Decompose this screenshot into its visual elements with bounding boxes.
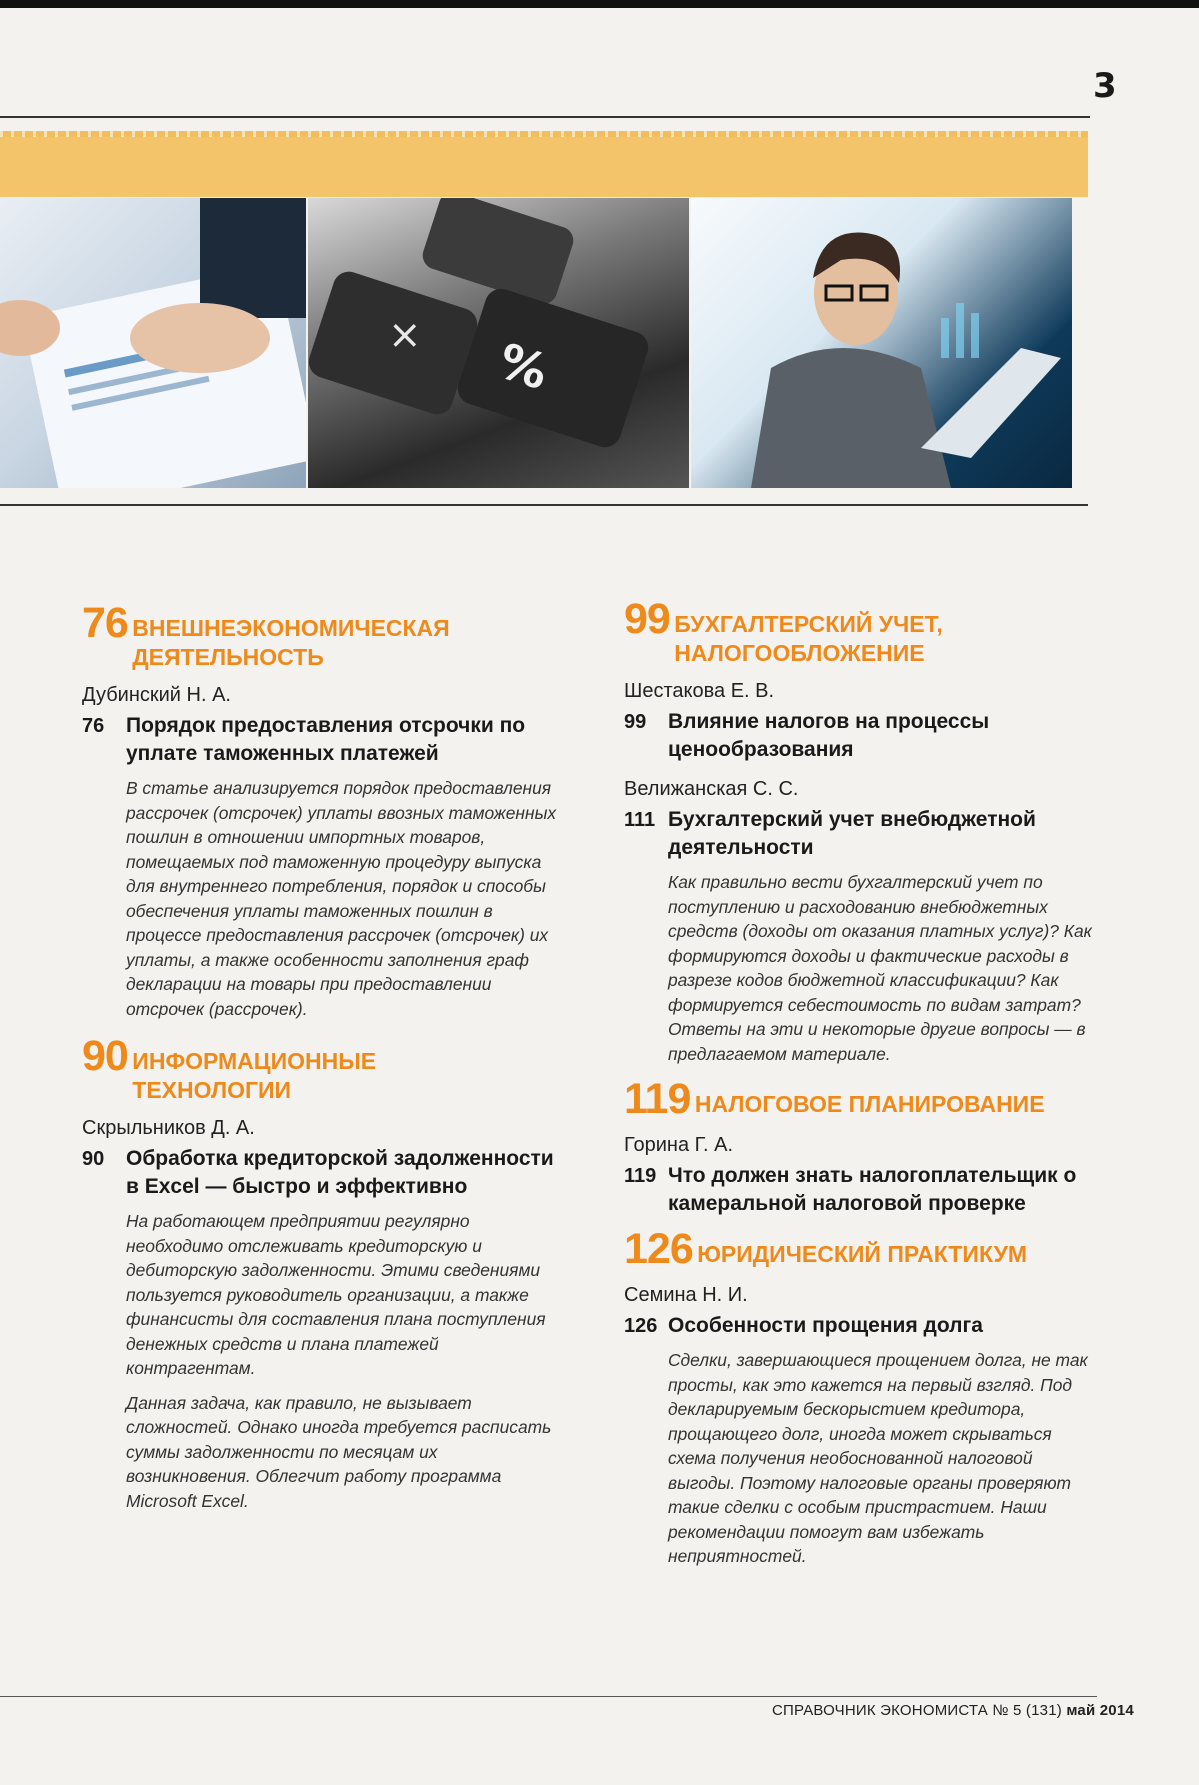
article-page: 76 <box>82 715 105 737</box>
section-title-line1: НАЛОГОВОЕ ПЛАНИРОВАНИЕ <box>694 1091 1045 1117</box>
article <box>624 708 1094 764</box>
section-foreign-trade <box>82 600 562 672</box>
article-description <box>668 870 1094 1066</box>
section-it <box>82 1033 562 1105</box>
section-tax-planning <box>624 1076 1094 1122</box>
article-title[interactable]: Особенности прощения долга <box>668 1314 983 1337</box>
article-description <box>668 1348 1094 1569</box>
section-legal <box>624 1226 1094 1272</box>
section-title-line1: ИНФОРМАЦИОННЫЕ <box>132 1048 377 1074</box>
article-title[interactable]: Порядок предоставления отсрочки по уплате таможенных платежей <box>126 714 526 765</box>
article-page: 90 <box>82 1148 105 1170</box>
right-column <box>624 596 1094 1579</box>
article-title[interactable]: Обработка кредиторской задолженности в Excel — быстро и эффективно <box>126 1147 554 1198</box>
svg-text:%: % <box>491 333 555 402</box>
description-paragraph: Данная задача, как правило, не вызывает сложностей. Однако иногда требуется расписать суммы задолженности по месяцам их возникновения. Облегчит работу программа Microsoft Excel. <box>126 1392 552 1511</box>
section-number: 90 <box>82 1032 128 1080</box>
article-title[interactable]: Влияние налогов на процессы ценообразования <box>668 710 990 761</box>
photo-strip <box>0 198 1072 488</box>
article <box>624 1162 1094 1218</box>
section-title <box>674 596 942 668</box>
description-paragraph: Как правильно вести бухгалтерский учет по поступлению и расходованию внебюджетных средств (доходы от оказания платных услуг)? Как формируются доходы и фактические расходы в разрезе кодов бюджетной классификации? Как формируется себестоимость по видам затрат? Ответы на эти и некоторые другие вопросы — в предлагаемом материале. <box>668 872 1092 1064</box>
footer-rule <box>0 1696 1097 1697</box>
section-number: 126 <box>624 1225 693 1273</box>
article-description <box>126 776 562 1021</box>
header-rule <box>0 116 1090 118</box>
author: Велижанская С. С. <box>624 778 799 800</box>
description-paragraph: На работающем предприятии регулярно необходимо отслеживать кредиторскую и дебиторскую задолженности. Этими сведениями пользуется руководитель организации, а также финансисты для составления плана поступления денежных средств и плана платежей контрагентам. <box>126 1211 546 1378</box>
section-title <box>132 1033 376 1105</box>
article <box>82 1145 562 1513</box>
section-title-line2: ТЕХНОЛОГИИ <box>132 1077 292 1103</box>
footer-date: май 2014 <box>1066 1702 1134 1719</box>
footer-publication: СПРАВОЧНИК ЭКОНОМИСТА № 5 (131) <box>772 1702 1062 1719</box>
section-title <box>697 1226 1027 1269</box>
article <box>624 1312 1094 1569</box>
section-title-line2: НАЛОГООБЛОЖЕНИЕ <box>674 640 925 666</box>
section-number: 76 <box>82 599 128 647</box>
author: Шестакова Е. В. <box>624 680 775 702</box>
section-title-line1: ВНЕШНЕЭКОНОМИЧЕСКАЯ <box>132 615 450 641</box>
footer <box>772 1702 1134 1719</box>
article <box>82 712 562 1021</box>
description-paragraph: Сделки, завершающиеся прощением долга, не так просты, как это кажется на первый взгляд. Под декларируемым бескорыстием кредитора, прощающего долг, иногда может скрываться схема получения необоснованной налоговой выгоды. Поэтому налоговые органы проверяют такие сделки с особым пристрастием. Наши рекомендации помогут вам избежать неприятностей. <box>668 1350 1088 1566</box>
article-description <box>126 1209 562 1513</box>
article-page: 99 <box>624 711 647 733</box>
author: Скрыльников Д. А. <box>82 1117 255 1139</box>
section-number: 119 <box>624 1075 691 1123</box>
author: Дубинский Н. А. <box>82 684 231 706</box>
section-title-line1: ЮРИДИЧЕСКИЙ ПРАКТИКУМ <box>697 1241 1028 1267</box>
left-column <box>82 600 562 1523</box>
article-title[interactable]: Бухгалтерский учет внебюджетной деятельности <box>668 808 1036 859</box>
section-title-line2: ДЕЯТЕЛЬНОСТЬ <box>132 644 324 670</box>
top-edge-bar <box>0 0 1199 8</box>
svg-text:×: × <box>388 312 422 358</box>
article-page: 111 <box>624 809 656 831</box>
author: Горина Г. А. <box>624 1134 734 1156</box>
article-page: 126 <box>624 1315 658 1337</box>
section-title-line1: БУХГАЛТЕРСКИЙ УЧЕТ, <box>674 611 943 637</box>
article <box>624 806 1094 1066</box>
man-at-laptop-photo <box>691 198 1072 488</box>
section-title <box>132 600 449 672</box>
description-paragraph: В статье анализируется порядок предоставления рассрочек (отсрочек) уплаты ввозных таможенных пошлин в отношении импортных товаров, помещаемых под таможенную процедуру выпуска для внутреннего потребления, порядок и способы обеспечения уплаты таможенных пошлин в процессе предоставления рассрочек (отсрочек) их уплаты, а также особенности заполнения граф декларации на товары при предоставлении отсрочек (рассрочек). <box>126 778 557 1019</box>
decorative-band <box>0 131 1088 197</box>
calculator-keys-photo <box>308 198 689 488</box>
author: Семина Н. И. <box>624 1284 748 1306</box>
content-rule <box>0 504 1088 506</box>
article-title[interactable]: Что должен знать налогоплательщик о камеральной налоговой проверке <box>668 1164 1077 1215</box>
page-number: 3 <box>1093 66 1117 106</box>
hands-documents-photo <box>0 198 306 488</box>
section-number: 99 <box>624 595 670 643</box>
section-title <box>695 1076 1045 1119</box>
article-page: 119 <box>624 1165 657 1187</box>
section-accounting <box>624 596 1094 668</box>
